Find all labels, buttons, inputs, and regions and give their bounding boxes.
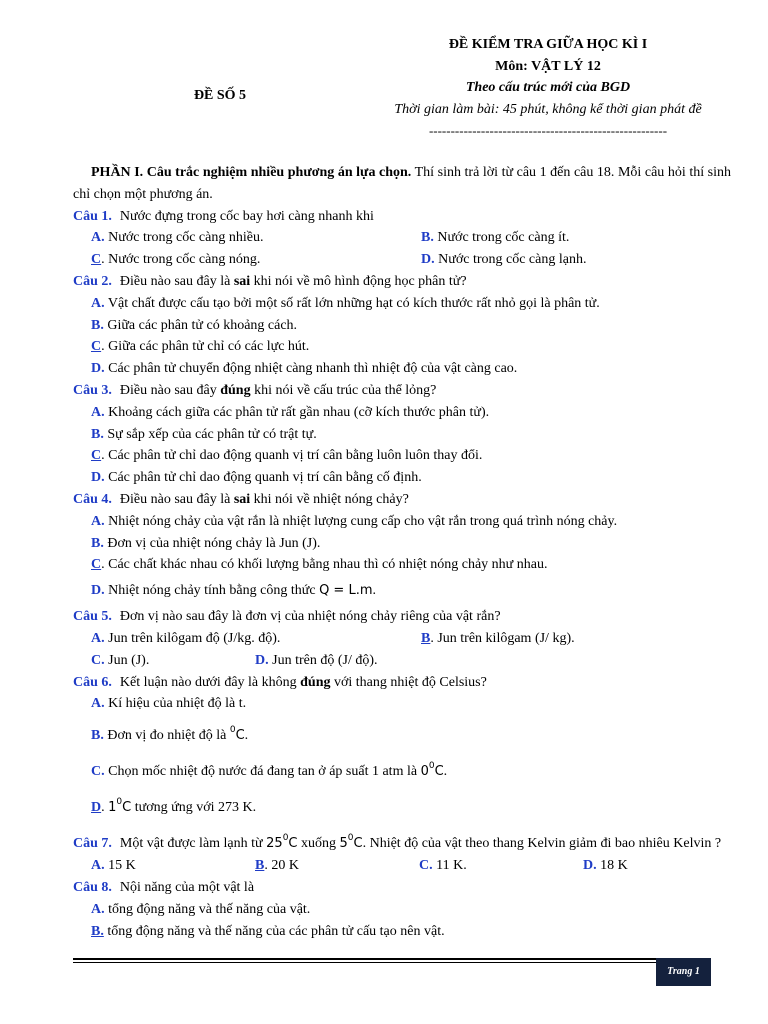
options-row [91,249,731,271]
temperature-value: 1 [108,800,117,816]
option-b[interactable] [421,628,575,650]
stem-emphasis: sai [233,491,251,507]
exam-content [73,162,731,942]
option-b[interactable] [91,715,731,751]
option-letter: C [91,339,102,355]
option-letter: B. [91,923,104,939]
degree-superscript: 0 [116,797,123,808]
stem-text: Một vật được làm lạnh từ [119,836,267,852]
option-c[interactable] [91,249,421,271]
option-c[interactable] [91,336,731,358]
celsius-unit: C [122,800,132,816]
question-4 [73,489,731,511]
option-text: tổng động năng và thế năng của vật. [104,901,311,917]
stem-emphasis: sai [233,273,251,289]
temperature-value: 25 [266,836,283,852]
celsius-unit: C [288,836,298,852]
option-d[interactable] [91,576,731,606]
option-text: . [443,764,448,780]
question-8 [73,877,731,899]
question-5 [73,606,731,628]
option-b[interactable] [421,227,569,249]
exam-time: Thời gian làm bài: 45 phút, không kể thời gian phát đề [394,101,702,117]
option-a[interactable] [91,899,731,921]
option-text: Nước trong cốc càng nhiều. [104,230,264,246]
option-letter: D. [421,252,435,268]
option-letter: B [255,858,265,874]
option-a[interactable] [91,293,731,315]
option-text: Vật chất được cấu tạo bởi một số rất lớn những hạt có kích thước rất nhỏ gọi là phân tử. [104,295,600,311]
option-text: . Các chất khác nhau có khối lượng bằng nhau thì có nhiệt nóng chảy như nhau. [101,557,548,573]
temperature-value: 5 [339,836,348,852]
option-text: tổng động năng và thế năng của các phân tử cấu tạo nên vật. [103,923,445,939]
option-d[interactable] [583,855,628,877]
formula: Q = L.m [319,583,373,599]
question-label: Câu 4. [73,491,112,507]
option-text: Nhiệt nóng chảy tính bằng công thức [104,583,320,599]
option-letter: B [421,630,431,646]
stem-text: với thang nhiệt độ Celsius? [330,674,487,690]
option-letter: D. [255,652,269,668]
question-3 [73,380,731,402]
question-label: Câu 7. [73,836,112,852]
exam-title: ĐỀ KIỂM TRA GIỮA HỌC KÌ I [448,37,648,52]
exam-subject: Môn: VẬT LÝ 12 [495,58,601,74]
exam-info [370,34,726,142]
option-text: Nước trong cốc càng ít. [433,230,570,246]
option-letter: D. [583,858,597,874]
degree-superscript: 0 [428,761,435,772]
celsius-unit: C [235,728,245,744]
option-text: Khoảng cách giữa các phân tử rất gần nhau (cỡ kích thước phân tử). [104,404,490,420]
option-c[interactable] [91,751,731,787]
option-text: Đơn vị của nhiệt nóng chảy là Jun (J). [103,535,321,551]
option-d[interactable] [421,249,586,271]
option-letter: C [91,252,102,268]
option-a[interactable] [91,628,421,650]
option-letter: D. [91,583,105,599]
options-row [91,650,731,672]
question-label: Câu 3. [73,382,112,398]
option-letter: C. [419,858,433,874]
option-letter: A. [91,630,105,646]
exam-number: ĐỀ SỐ 5 [193,88,247,103]
question-stem: Đơn vị nào sau đây là đơn vị của nhiệt nóng chảy riêng của vật rắn? [119,609,501,625]
option-letter: C [91,557,102,573]
option-text: . [101,800,109,816]
option-d[interactable] [91,358,731,380]
option-letter: A. [91,696,105,712]
option-letter: B. [91,426,104,442]
option-letter: B. [91,317,104,333]
footer-divider [73,962,711,963]
option-text: Các phân tử chỉ dao động quanh vị trí cân bằng cố định. [104,470,422,486]
option-text: 11 K. [432,858,467,874]
part1-heading [73,162,731,206]
option-letter: A. [91,901,105,917]
option-b[interactable] [91,533,731,555]
option-text: Jun trên kilôgam độ (J/kg. độ). [104,630,281,646]
stem-text: Điều nào sau đây là [119,273,234,289]
degree-superscript: 0 [347,833,354,844]
option-letter: B. [421,230,434,246]
stem-text: khi nói về cấu trúc của thể lỏng? [250,382,437,398]
option-letter: C. [91,764,105,780]
option-letter: A. [91,230,105,246]
option-letter: A. [91,295,105,311]
option-letter: C. [91,652,105,668]
question-stem: Nước đựng trong cốc bay hơi càng nhanh khi [119,208,374,224]
option-c[interactable] [91,650,255,672]
option-a[interactable] [91,693,731,715]
option-letter: A. [91,858,105,874]
question-6 [73,672,731,694]
stem-text: Điều nào sau đây là [119,491,234,507]
option-text: . Nước trong cốc càng nóng. [101,252,261,268]
option-text: Nhiệt nóng chảy của vật rắn là nhiệt lượng cung cấp cho vật rắn trong quá trình nóng chảy. [104,513,618,529]
option-text: Các phân tử chuyển động nhiệt càng nhanh thì nhiệt độ của vật càng cao. [104,361,518,377]
question-label: Câu 6. [73,674,112,690]
option-text: . Các phân tử chỉ dao động quanh vị trí cân bằng luôn luôn thay đổi. [101,448,483,464]
option-b[interactable] [91,315,731,337]
part1-instruction: Thí sinh trả lời từ câu 1 đến câu 18. Mỗi câu hỏi thí sinh chỉ chọn một phương án. [73,165,731,202]
stem-text: . Nhiệt độ của vật theo thang Kelvin giảm đi bao nhiêu Kelvin ? [362,836,722,852]
question-2 [73,271,731,293]
option-letter: C [91,448,102,464]
option-text: Sự sắp xếp của các phân tử có trật tự. [103,426,317,442]
option-a[interactable] [91,855,255,877]
option-b[interactable] [91,921,731,943]
part1-title: PHẦN I. Câu trắc nghiệm nhiều phương án lựa chọn. [91,165,412,180]
option-letter: B. [91,728,104,744]
question-stem: Nội năng của một vật là [119,879,255,895]
option-a[interactable] [91,511,731,533]
option-a[interactable] [91,227,421,249]
option-text: Nước trong cốc càng lạnh. [434,252,587,268]
option-d[interactable] [91,467,731,489]
option-letter: D. [91,361,105,377]
exam-header [0,30,768,142]
option-text: tương ứng với 273 K. [131,800,257,816]
question-label: Câu 1. [73,208,112,224]
option-letter: A. [91,404,105,420]
exam-structure: Theo cấu trúc mới của BGD [465,80,631,95]
celsius-unit: C [434,764,444,780]
option-text: Giữa các phân tử có khoảng cách. [103,317,298,333]
celsius-unit: C [353,836,363,852]
option-d[interactable] [255,650,378,672]
option-text: . [372,583,376,599]
option-text: . 20 K [264,858,299,874]
option-letter: D. [91,470,105,486]
option-text: Đơn vị đo nhiệt độ là [103,728,230,744]
stem-text: khi nói về mô hình động học phân tử? [250,273,467,289]
question-label: Câu 8. [73,879,112,895]
question-label: Câu 2. [73,273,112,289]
option-letter: D [91,800,102,816]
stem-text: khi nói về nhiệt nóng chảy? [250,491,409,507]
page-number: Trang 1 [656,958,711,986]
footer-divider [73,958,711,960]
question-1 [73,206,731,228]
option-text: Chọn mốc nhiệt độ nước đá đang tan ở áp suất 1 atm là [104,764,421,780]
option-text: . Jun trên kilôgam (J/ kg). [430,630,575,646]
temperature-value: 0 [420,764,429,780]
option-c[interactable] [91,445,731,467]
degree-superscript: 0 [282,833,289,844]
stem-emphasis: đúng [300,674,331,690]
option-letter: B. [91,535,104,551]
degree-superscript: 0 [229,725,236,736]
option-text: . Giữa các phân tử chỉ có các lực hút. [101,339,310,355]
option-b[interactable] [255,855,419,877]
option-letter: A. [91,513,105,529]
option-b[interactable] [91,424,731,446]
option-text: 18 K [596,858,628,874]
option-text: 15 K [104,858,136,874]
stem-emphasis: đúng [220,382,251,398]
stem-text: xuống [297,836,340,852]
option-text: . [244,728,249,744]
option-d[interactable] [91,787,731,823]
option-a[interactable] [91,402,731,424]
option-text: Kí hiệu của nhiệt độ là t. [104,696,247,712]
option-text: Jun (J). [104,652,150,668]
option-text: Jun trên độ (J/ độ). [268,652,378,668]
header-separator: ------------------------------------------------------- [428,123,668,138]
option-c[interactable] [91,554,731,576]
options-row [91,227,731,249]
question-label: Câu 5. [73,609,112,625]
options-row [91,855,731,877]
question-7 [73,827,731,855]
stem-text: Kết luận nào dưới đây là không [119,674,301,690]
stem-text: Điều nào sau đây [119,382,221,398]
option-c[interactable] [419,855,583,877]
options-row [91,628,731,650]
